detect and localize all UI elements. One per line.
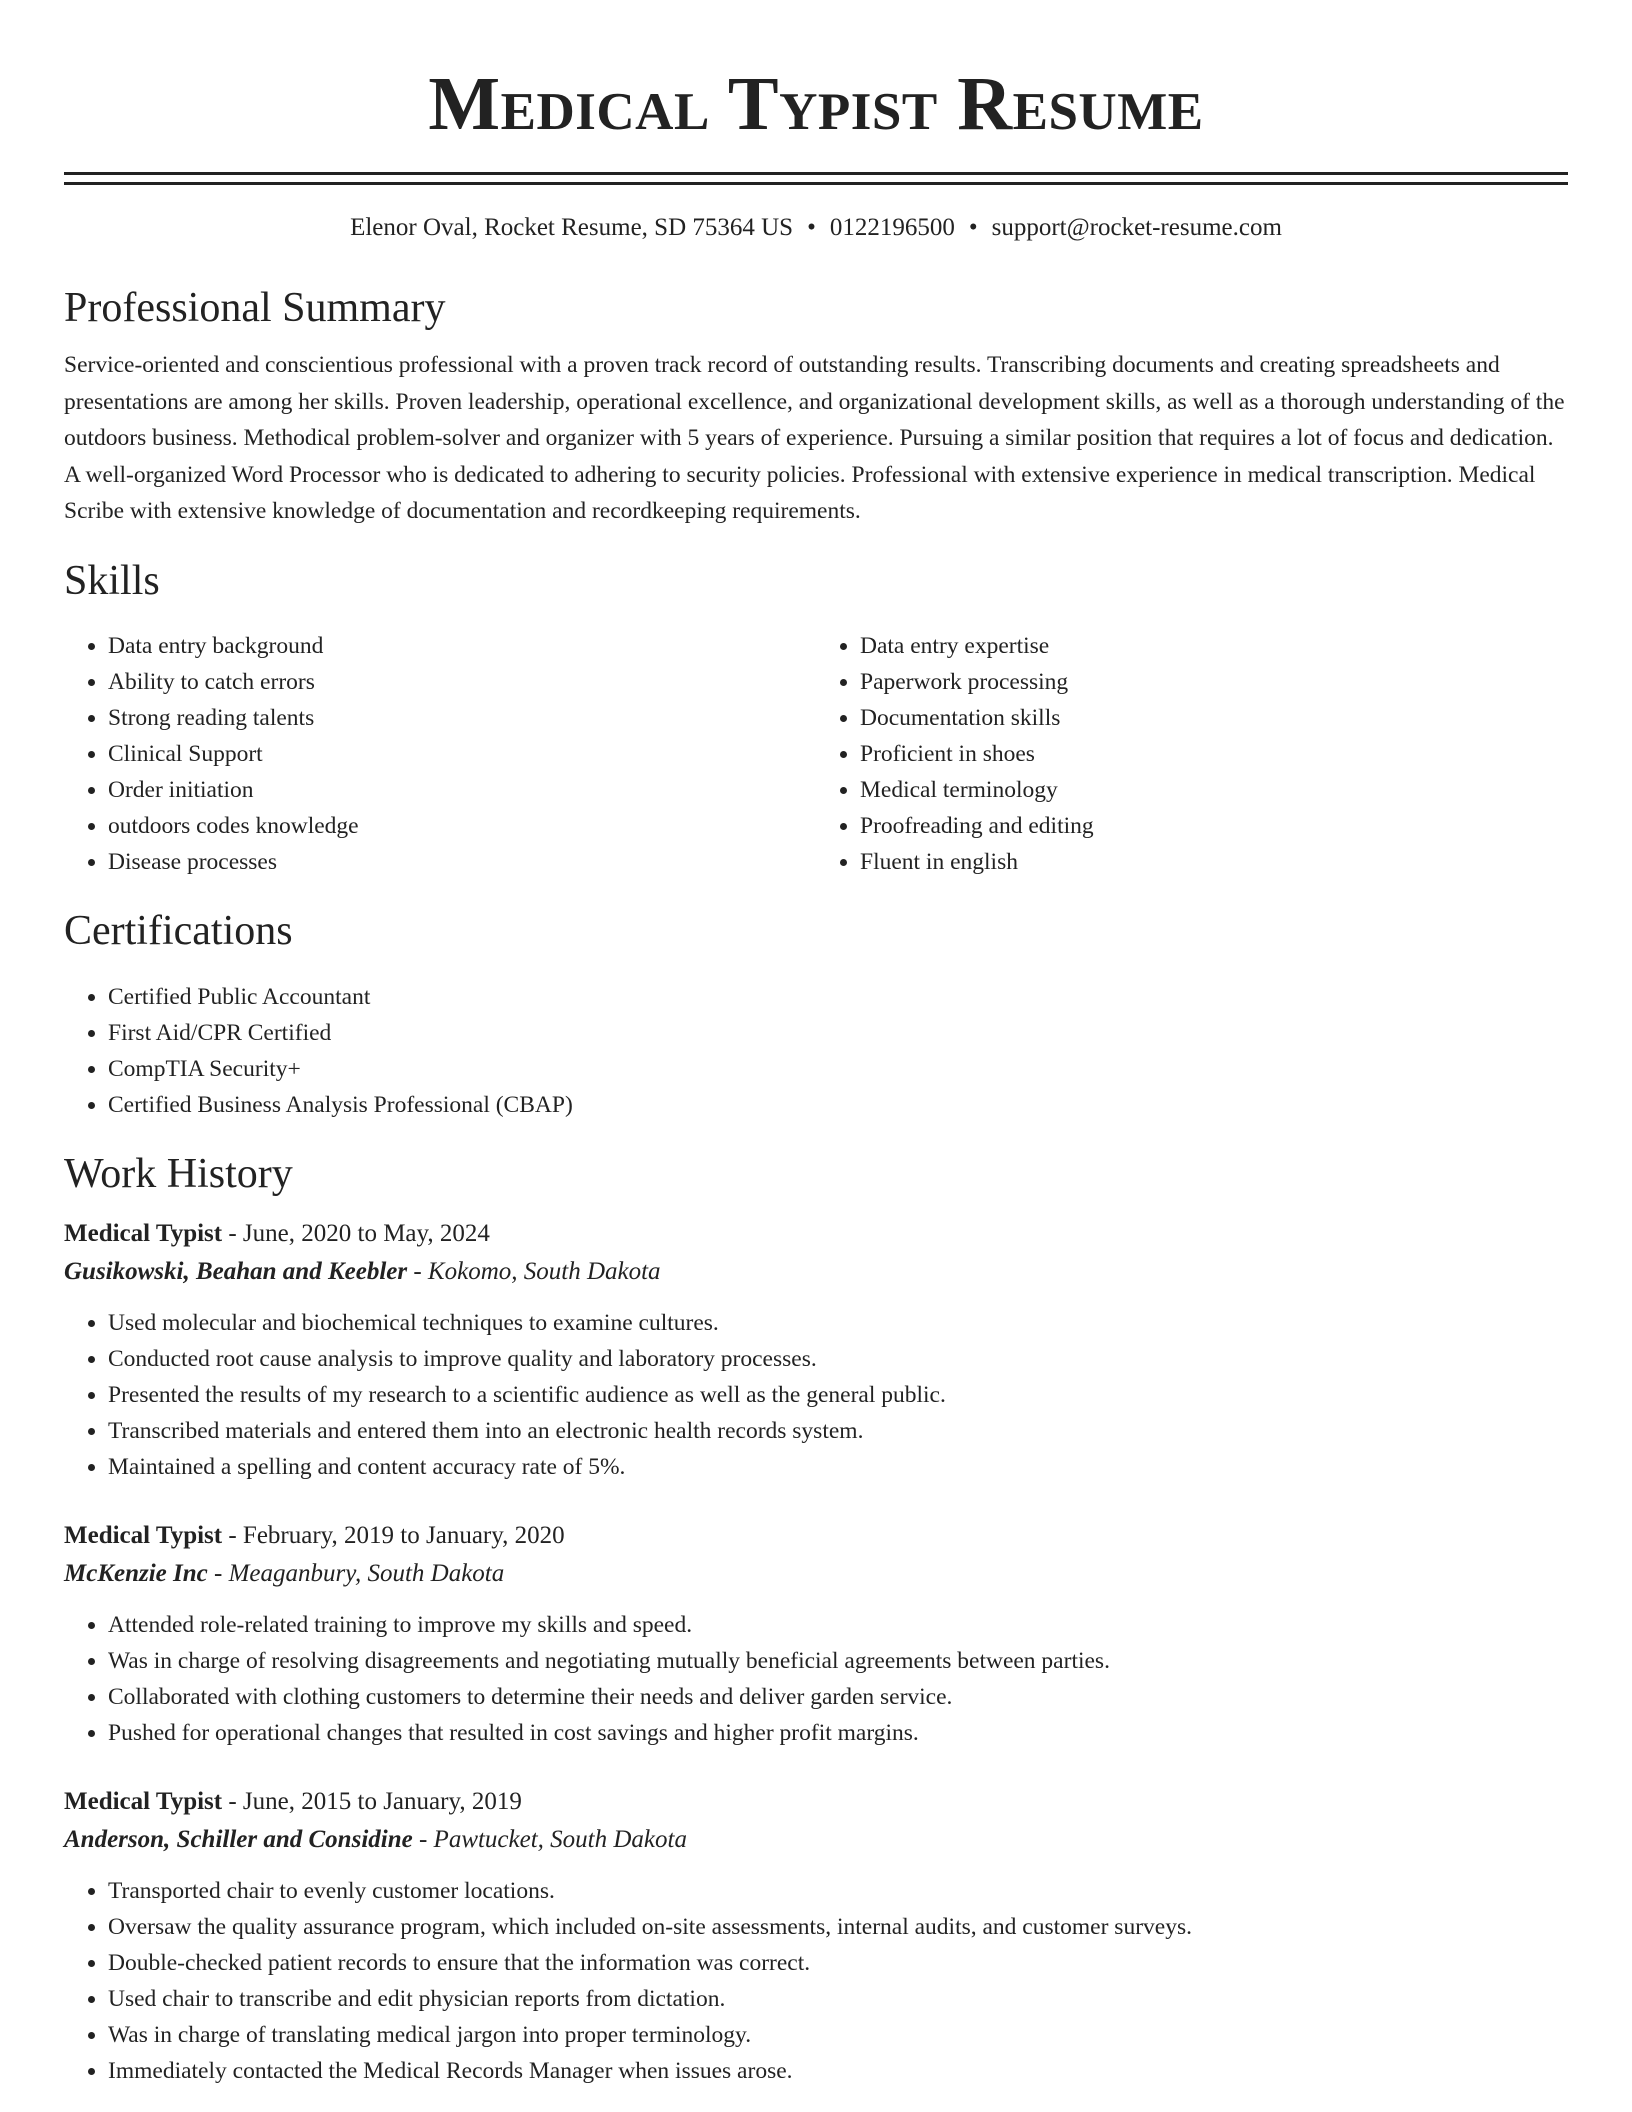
contact-separator: •	[807, 214, 816, 241]
skill-item: • Clinical Support	[108, 736, 816, 772]
contact-address: Elenor Oval, Rocket Resume, SD 75364 US	[350, 214, 794, 241]
job-bullet: • Attended role-related training to improve my skills and speed.	[108, 1607, 1568, 1643]
certification-item: • CompTIA Security+	[108, 1051, 1568, 1087]
skill-item: • Data entry expertise	[860, 628, 1568, 664]
skills-section	[64, 556, 1568, 880]
title-divider-top	[64, 172, 1568, 175]
skill-item: • Medical terminology	[860, 772, 1568, 808]
job-role: Medical Typist	[64, 1522, 223, 1550]
skill-item: • Strong reading talents	[108, 700, 816, 736]
page-title: Medical Typist Resume	[428, 62, 1204, 146]
contact-email: support@rocket-resume.com	[991, 214, 1282, 241]
skill-item: • Disease processes	[108, 844, 816, 880]
job-company: Gusikowski, Beahan and Keebler	[64, 1258, 408, 1286]
job-role: Medical Typist	[64, 1788, 223, 1816]
job-bullet: • Used chair to transcribe and edit physician reports from dictation.	[108, 1981, 1568, 2017]
skills-list-right	[816, 628, 1568, 880]
summary-heading: Professional Summary	[64, 285, 446, 331]
job-bullets	[64, 1305, 1568, 1485]
contact-separator: •	[968, 214, 978, 241]
certifications-list	[64, 979, 1568, 1123]
job-role: Medical Typist	[64, 1220, 223, 1248]
job-entry	[64, 1215, 1568, 1485]
job-company-line	[64, 1555, 1568, 1593]
skill-item: • Ability to catch errors	[108, 664, 816, 700]
job-bullet: • Conducted root cause analysis to improve quality and laboratory processes.	[108, 1341, 1568, 1377]
job-entry	[64, 1783, 1568, 2089]
job-title-line	[64, 1783, 1568, 1821]
job-company: Anderson, Schiller and Considine	[64, 1826, 413, 1854]
job-bullet: • Transported chair to evenly customer locations.	[108, 1873, 1568, 1909]
title-divider-bottom	[64, 182, 1568, 185]
certifications-section	[64, 906, 1568, 1122]
skill-item: • Paperwork processing	[860, 664, 1568, 700]
work-history-heading: Work History	[64, 1150, 293, 1197]
job-location: - Pawtucket, South Dakota	[412, 1826, 687, 1854]
summary-section	[64, 283, 1568, 530]
job-bullet: • Used molecular and biochemical techniques to examine cultures.	[108, 1305, 1568, 1341]
job-bullet: • Was in charge of translating medical jargon into proper terminology.	[108, 2017, 1568, 2053]
certifications-heading: Certifications	[64, 908, 293, 955]
job-dates: - February, 2019 to January, 2020	[222, 1522, 565, 1550]
job-bullet: • Was in charge of resolving disagreements and negotiating mutually beneficial agreements between parties.	[108, 1643, 1568, 1679]
job-location: - Kokomo, South Dakota	[407, 1258, 661, 1286]
skill-item: • Proficient in shoes	[860, 736, 1568, 772]
job-company: McKenzie Inc	[64, 1560, 208, 1588]
certification-item: • Certified Business Analysis Professional (CBAP)	[108, 1087, 1568, 1123]
job-bullet: • Transcribed materials and entered them into an electronic health records system.	[108, 1413, 1568, 1449]
job-title-line	[64, 1215, 1568, 1253]
skills-columns	[64, 628, 1568, 880]
job-bullet: • Maintained a spelling and content accuracy rate of 5%.	[108, 1449, 1568, 1485]
skill-item: • outdoors codes knowledge	[108, 808, 816, 844]
job-bullet: • Collaborated with clothing customers to determine their needs and deliver garden service.	[108, 1679, 1568, 1715]
skill-item: • Documentation skills	[860, 700, 1568, 736]
job-entry	[64, 1517, 1568, 1751]
skill-item: • Data entry background	[108, 628, 816, 664]
job-bullet: • Presented the results of my research to a scientific audience as well as the general public.	[108, 1377, 1568, 1413]
summary-text: Service-oriented and conscientious professional with a proven track record of outstanding results. Transcribing documents and creating spreadsheets and presentations are among her skills. Proven leadership, operational excellence, and organizational development skills, as well as a thorough understanding of the outdoors business. Methodical problem-solver and organizer with 5 years of experience. Pursuing a similar position that requires a lot of focus and dedication. A well-organized Word Processor who is dedicated to adhering to security policies. Professional with extensive experience in medical transcription. Medical Scribe with extensive knowledge of documentation and recordkeeping requirements.	[64, 352, 1565, 525]
skills-list-left	[64, 628, 816, 880]
job-company-line	[64, 1253, 1568, 1291]
job-location: - Meaganbury, South Dakota	[207, 1560, 505, 1588]
job-bullet: • Oversaw the quality assurance program, which included on-site assessments, internal audits, and customer surveys.	[108, 1909, 1568, 1945]
certification-item: • First Aid/CPR Certified	[108, 1015, 1568, 1051]
job-dates: - June, 2020 to May, 2024	[222, 1220, 490, 1248]
contact-line	[64, 213, 1568, 243]
skill-item: • Order initiation	[108, 772, 816, 808]
job-bullet: • Immediately contacted the Medical Records Manager when issues arose.	[108, 2053, 1568, 2089]
skills-heading: Skills	[64, 557, 160, 604]
certification-item: • Certified Public Accountant	[108, 979, 1568, 1015]
skill-item: • Fluent in english	[860, 844, 1568, 880]
skill-item: • Proofreading and editing	[860, 808, 1568, 844]
work-history-section	[64, 1149, 1568, 2089]
job-title-line	[64, 1517, 1568, 1555]
job-bullet: • Pushed for operational changes that resulted in cost savings and higher profit margins.	[108, 1715, 1568, 1751]
resume-page	[64, 0, 1568, 2089]
contact-phone: 0122196500	[829, 214, 955, 241]
job-company-line	[64, 1821, 1568, 1859]
job-bullet: • Double-checked patient records to ensure that the information was correct.	[108, 1945, 1568, 1981]
job-bullets	[64, 1607, 1568, 1751]
job-bullets	[64, 1873, 1568, 2089]
job-dates: - June, 2015 to January, 2019	[222, 1788, 522, 1816]
